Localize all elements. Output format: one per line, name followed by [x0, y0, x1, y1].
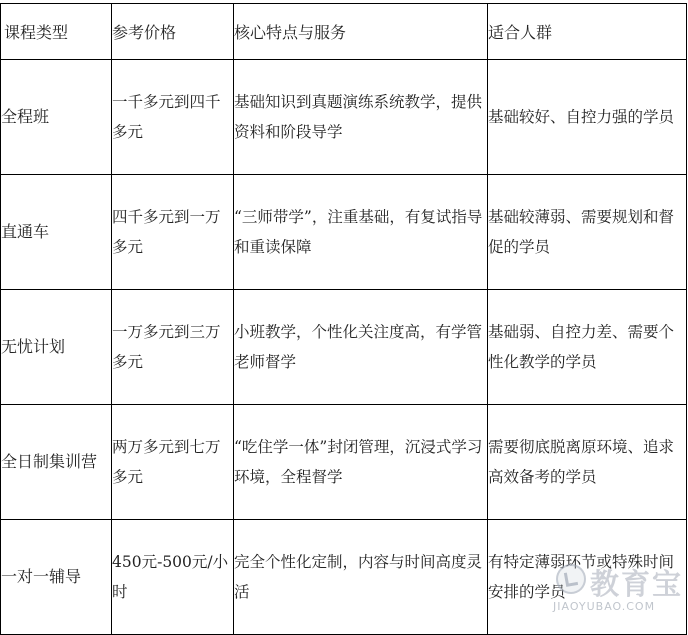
table-row	[1, 60, 687, 175]
audience-cell	[488, 290, 687, 405]
price-cell	[112, 405, 234, 520]
audience-cell	[488, 60, 687, 175]
price-text: 一千多元到四千多元	[112, 93, 221, 141]
features-text: “吃住学一体”封闭管理，沉浸式学习环境，全程督学	[234, 438, 483, 486]
course-type-cell	[1, 60, 112, 175]
course-type-text: 无忧计划	[1, 337, 66, 356]
course-type-text: 全程班	[1, 107, 50, 126]
price-cell	[112, 60, 234, 175]
features-cell	[234, 520, 488, 635]
features-cell	[234, 405, 488, 520]
price-text: 两万多元到七万多元	[112, 438, 221, 486]
price-text: 四千多元到一万多元	[112, 208, 221, 256]
price-text: 一万多元到三万多元	[112, 323, 221, 371]
features-text: “三师带学”，注重基础，有复试指导和重读保障	[234, 208, 483, 256]
features-text: 小班教学，个性化关注度高，有学管老师督学	[234, 323, 483, 371]
course-type-cell	[1, 405, 112, 520]
table-row	[1, 175, 687, 290]
watermark-domain-text: JIAOYUBAO.COM	[553, 600, 656, 613]
audience-cell	[488, 405, 687, 520]
table-header-row	[1, 4, 687, 60]
features-cell	[234, 175, 488, 290]
features-text: 完全个性化定制，内容与时间高度灵活	[234, 553, 483, 601]
course-type-text: 全日制集训营	[1, 452, 98, 471]
header-features: 核心特点与服务	[234, 4, 488, 60]
features-cell	[234, 290, 488, 405]
audience-text: 基础弱、自控力差、需要个性化教学的学员	[488, 323, 675, 371]
price-cell	[112, 175, 234, 290]
header-course-type: 课程类型	[1, 4, 112, 60]
course-type-cell	[1, 520, 112, 635]
price-cell	[112, 290, 234, 405]
audience-cell	[488, 520, 687, 635]
course-comparison-table	[0, 3, 687, 635]
header-price: 参考价格	[112, 4, 234, 60]
price-text: 450元-500元/小时	[112, 553, 229, 601]
table-row	[1, 290, 687, 405]
price-cell	[112, 520, 234, 635]
course-type-cell	[1, 175, 112, 290]
course-type-text: 直通车	[1, 222, 50, 241]
features-text: 基础知识到真题演练系统教学，提供资料和阶段导学	[234, 93, 483, 141]
table-row	[1, 520, 687, 635]
features-cell	[234, 60, 488, 175]
header-audience: 适合人群	[488, 4, 687, 60]
audience-text: 基础较好、自控力强的学员	[488, 108, 675, 126]
table-row	[1, 405, 687, 520]
audience-cell	[488, 175, 687, 290]
audience-text: 基础较薄弱、需要规划和督促的学员	[488, 208, 675, 256]
audience-text: 需要彻底脱离原环境、追求高效备考的学员	[488, 438, 675, 486]
course-type-cell	[1, 290, 112, 405]
course-type-text: 一对一辅导	[1, 567, 82, 586]
watermark-brand-text: 教育宝	[590, 567, 684, 601]
audience-text: 有特定薄弱环节或特殊时间安排的学员	[488, 553, 675, 601]
